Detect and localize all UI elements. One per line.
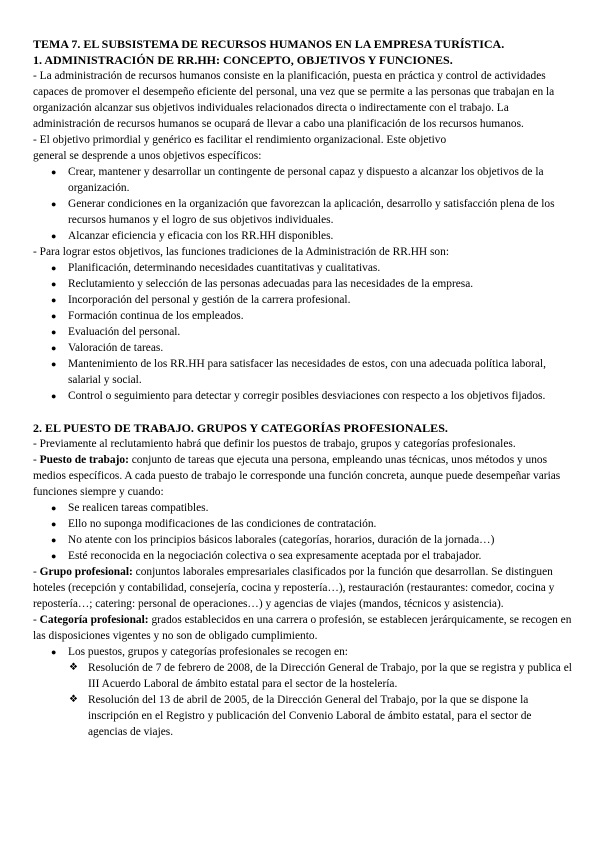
grupo-paragraph: - Grupo profesional: conjuntos laborales empresariales clasificados por la función que desarrollan. Se distinguen hoteles (recepción y contabilidad, consejería, cocina y repostería…), restauración (restaurantes: comedor, cocina y repostería…; catering: personal de operaciones…) y agencias de viajes (mandos, técnicos y asistencia). <box>33 566 555 610</box>
list-item: ● Formación continua de los empleados. <box>68 308 573 324</box>
list-item: ● No atente con los principios básicos laborales (categorías, horarios, duración de la jornada…) <box>68 532 573 548</box>
list-item: ● Incorporación del personal y gestión de la carrera profesional. <box>68 292 573 308</box>
list-item: ● Esté reconocida en la negociación colectiva o sea expresamente aceptada por el trabajador. <box>68 548 573 564</box>
categoria-text: grados establecidos en una carrera o profesión, se establecen jerárquicamente, se recogen en las disposiciones vigentes y no son de obligado cumplimiento. <box>33 614 572 642</box>
list-item: ● Planificación, determinando necesidades cuantitativas y cualitativas. <box>68 260 573 276</box>
collected-list <box>33 644 573 660</box>
puesto-label: Puesto de trabajo: <box>39 454 129 466</box>
list-item: ❖ Resolución de 7 de febrero de 2008, de la Dirección General de Trabajo, por la que se registra y publica el III Acuerdo Laboral de ámbito estatal para el sector de la hostelería. <box>88 660 573 692</box>
list-item: ❖ Resolución del 13 de abril de 2005, de la Dirección General del Trabajo, por la que se dispone la inscripción en el Registro y publicación del Convenio Laboral de ámbito estatal, para el sector de agencias de viajes. <box>88 692 573 740</box>
section-spacer <box>33 404 573 420</box>
section-1-paragraph-2b: general se desprende a unos objetivos específicos: <box>33 150 262 162</box>
objectives-list <box>33 164 573 244</box>
section-1-paragraph-3: - Para lograr estos objetivos, las funciones tradiciones de la Administración de RR.HH son: <box>33 246 449 258</box>
section-2-heading: 2. EL PUESTO DE TRABAJO. GRUPOS Y CATEGORÍAS PROFESIONALES. <box>33 421 448 435</box>
list-item: ● Evaluación del personal. <box>68 324 573 340</box>
section-1-paragraph-1: - La administración de recursos humanos consiste en la planificación, puesta en práctica y control de actividades capaces de promover el desempeño eficiente del personal, una vez que se permite a las personas que trabajan en la organización alcanzar sus objetivos individuales relacionados directa o indirectamente con el trabajo. La administración de recursos humanos se ocupará de llevar a cabo una planificación de los recursos humanos. <box>33 70 555 130</box>
puesto-paragraph: - Puesto de trabajo: conjunto de tareas que ejecuta una persona, empleando unas técnicas, unos métodos y unos medios específicos. A cada puesto de trabajo le corresponde una función concreta, aunque puede desempeñar varias funciones siempre y cuando: <box>33 454 561 498</box>
list-item: ● Se realicen tareas compatibles. <box>68 500 573 516</box>
list-item: ● Crear, mantener y desarrollar un contingente de personal capaz y dispuesto a alcanzar los objetivos de la organización. <box>68 164 573 196</box>
document-page <box>33 36 573 740</box>
functions-list <box>33 260 573 404</box>
list-item <box>68 644 573 660</box>
section-1-heading: 1. ADMINISTRACIÓN DE RR.HH: CONCEPTO, OBJETIVOS Y FUNCIONES. <box>33 53 453 67</box>
list-item: ● Ello no suponga modificaciones de las condiciones de contratación. <box>68 516 573 532</box>
sources-list <box>33 660 573 740</box>
document-title: TEMA 7. EL SUBSISTEMA DE RECURSOS HUMANOS EN LA EMPRESA TURÍSTICA. <box>33 37 505 51</box>
list-item: ● Generar condiciones en la organización que favorezcan la aplicación, desarrollo y satisfacción plena de los recursos humanos y el logro de sus objetivos individuales. <box>68 196 573 228</box>
list-item: ● Alcanzar eficiencia y eficacia con los RR.HH disponibles. <box>68 228 573 244</box>
list-item: ● Control o seguimiento para detectar y corregir posibles desviaciones con respecto a los objetivos fijados. <box>68 388 573 404</box>
puesto-text: conjunto de tareas que ejecuta una persona, empleando unas técnicas, unos métodos y unos medios específicos. A cada puesto de trabajo le corresponde una función concreta, aunque puede desempeñar varias funciones siempre y cuando: <box>33 454 561 498</box>
grupo-text: conjuntos laborales empresariales clasificados por la función que desarrollan. Se distinguen hoteles (recepción y contabilidad, consejería, cocina y repostería…), restauración (restaurantes: comedor, cocina y repostería…; catering: personal de operaciones…) y agencias de viajes (mandos, técnicos y asistencia). <box>33 566 555 610</box>
categoria-label: Categoría profesional: <box>39 614 149 626</box>
collected-text: ● Los puestos, grupos y categorías profesionales se recogen en: <box>68 646 348 658</box>
conditions-list <box>33 500 573 564</box>
categoria-paragraph: - Categoría profesional: grados establecidos en una carrera o profesión, se establecen jerárquicamente, se recogen en las disposiciones vigentes y no son de obligado cumplimiento. <box>33 614 572 642</box>
list-item: ● Reclutamiento y selección de las personas adecuadas para las necesidades de la empresa. <box>68 276 573 292</box>
list-item: ● Valoración de tareas. <box>68 340 573 356</box>
section-2-intro: - Previamente al reclutamiento habrá que definir los puestos de trabajo, grupos y categorías profesionales. <box>33 438 516 450</box>
grupo-label: Grupo profesional: <box>39 566 133 578</box>
section-1-paragraph-2a: - El objetivo primordial y genérico es facilitar el rendimiento organizacional. Este objetivo <box>33 134 447 146</box>
list-item: ● Mantenimiento de los RR.HH para satisfacer las necesidades de estos, con una adecuada política laboral, salarial y social. <box>68 356 573 388</box>
